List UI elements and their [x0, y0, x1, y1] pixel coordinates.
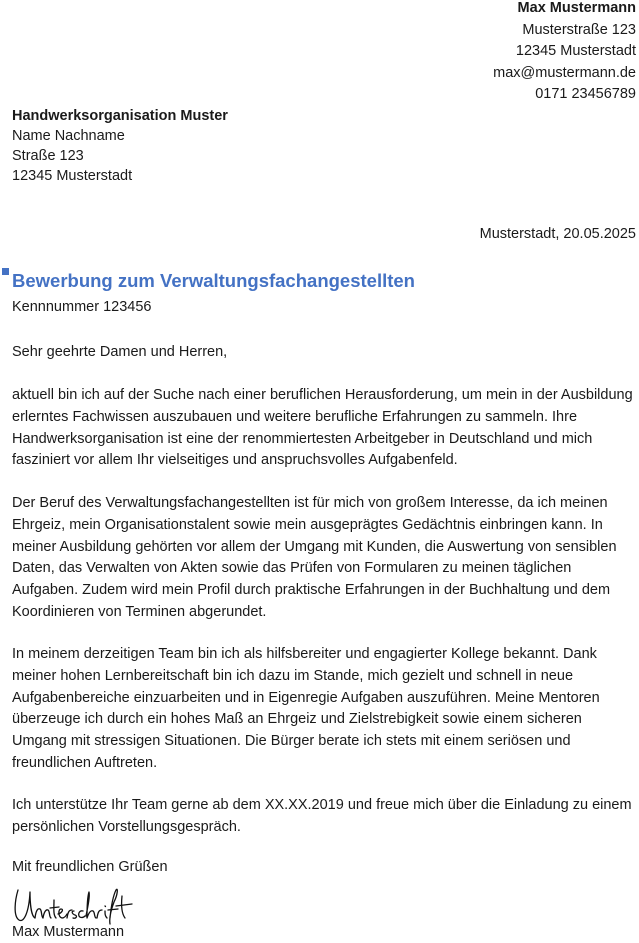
body-paragraph-3: In meinem derzeitigen Team bin ich als hilfsbereiter und engagierter Kollege bekannt. Dank meiner hohen Lernbereitschaft bin ich dazu im Stande, mich gezielt und schnell in neue Aufgabenbereiche einzuarbeiten und in Eigenregie Aufgaben auszuführen. Meine Mentoren überzeuge ich durch ein hohes Maß an Ehrgeiz und Zielstrebigkeit sowie einem sicheren Umgang mit stressigen Situationen. Die Bürger berate ich stets mit einem seriösen und freundlichen Auftreten.	[12, 646, 600, 771]
recipient-organization: Handwerksorganisation Muster	[12, 108, 228, 124]
reference-number: Kennnummer 123456	[12, 299, 152, 315]
sender-address-block	[493, 0, 636, 106]
recipient-contact: Name Nachname	[12, 128, 125, 144]
salutation: Sehr geehrte Damen und Herren,	[12, 344, 228, 360]
letter-date: Musterstadt, 20.05.2025	[479, 226, 636, 242]
sender-name: Max Mustermann	[517, 0, 636, 16]
recipient-street: Straße 123	[12, 148, 84, 164]
sender-email: max@mustermann.de	[493, 64, 636, 81]
recipient-address-block	[12, 106, 228, 186]
handwritten-signature	[10, 882, 135, 926]
body-paragraph-2: Der Beruf des Verwaltungsfachangestellten ist für mich von großem Interesse, da ich meinen Ehrgeiz, mein Organisationstalent sowie mein ausgeprägtes Gedächtnis einbringen kann. In meiner Ausbildung gehörten vor allem der Umgang mit Kunden, die Auswertung von sensiblen Daten, das Verwalten von Akten sowie das Prüfen von Formularen zu meinen täglichen Aufgaben. Zudem wird mein Profil durch praktische Erfahrungen in der Buchhaltung und dem Koordinieren von Terminen abgerundet.	[12, 495, 617, 620]
recipient-city: 12345 Musterstadt	[12, 168, 133, 184]
body-paragraph-4: Ich unterstütze Ihr Team gerne ab dem XX.XX.2019 und freue mich über die Einladung zu einem persönlichen Vorstellungsgespräch.	[12, 797, 632, 835]
sender-street: Musterstraße 123	[522, 21, 636, 38]
subject-line: Bewerbung zum Verwaltungsfachangestellten	[12, 270, 415, 291]
body-paragraph-1: aktuell bin ich auf der Suche nach einer beruflichen Herausforderung, um mein in der Ausbildung erlerntes Fachwissen auszubauen und weitere berufliche Erfahrungen zu sammeln. Ihre Handwerksorganisation ist eine der renommiertesten Arbeitgeber in Deutschland und mich fasziniert vor allem Ihr vielseitiges und anspruchsvolles Aufgabenfeld.	[12, 387, 633, 469]
closing-phrase: Mit freundlichen Grüßen	[12, 859, 168, 875]
sender-phone: 0171 23456789	[535, 86, 636, 102]
sender-city: 12345 Musterstadt	[515, 43, 636, 59]
subject-marker	[2, 268, 9, 275]
signer-name: Max Mustermann	[12, 924, 125, 940]
